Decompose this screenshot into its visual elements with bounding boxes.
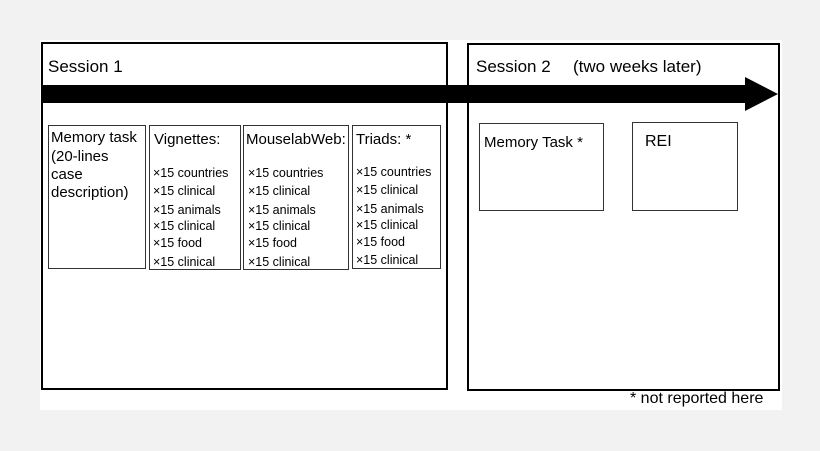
triads-item: ×15 animals	[356, 202, 424, 216]
footnote: * not reported here	[630, 390, 764, 407]
vignettes-item: ×15 clinical	[153, 255, 216, 269]
session-1-title: Session 1	[48, 57, 123, 76]
memory-task-line: description)	[51, 184, 129, 201]
triads-label: Triads: *	[356, 131, 412, 148]
mouselabweb-label: MouselabWeb:	[246, 131, 346, 148]
mouselabweb-item: ×15 clinical	[248, 219, 311, 233]
mouselabweb-item: ×15 countries	[248, 166, 324, 180]
vignettes-label: Vignettes:	[154, 131, 221, 148]
vignettes-item: ×15 clinical	[153, 184, 216, 198]
triads-item: ×15 countries	[356, 165, 432, 179]
triads-item: ×15 food	[356, 235, 406, 249]
vignettes-item: ×15 animals	[153, 203, 221, 217]
mouselabweb-item: ×15 food	[248, 236, 298, 250]
memory-task-line: Memory task	[51, 129, 137, 146]
timeline-arrow-head-icon	[745, 77, 778, 111]
memory-task-line: (20-lines	[51, 148, 109, 165]
vignettes-item: ×15 clinical	[153, 219, 216, 233]
memory-task-2-label: Memory Task *	[484, 134, 583, 151]
vignettes-item: ×15 countries	[153, 166, 229, 180]
triads-item: ×15 clinical	[356, 183, 419, 197]
vignettes-item: ×15 food	[153, 236, 203, 250]
timeline-arrow-shaft	[42, 85, 748, 103]
triads-item: ×15 clinical	[356, 218, 419, 232]
mouselabweb-item: ×15 animals	[248, 203, 316, 217]
rei-label: REI	[645, 133, 672, 150]
session-2-subtitle: (two weeks later)	[573, 57, 702, 76]
mouselabweb-item: ×15 clinical	[248, 184, 311, 198]
triads-item: ×15 clinical	[356, 253, 419, 267]
memory-task-line: case	[51, 166, 83, 183]
session-2-title: Session 2	[476, 57, 551, 76]
mouselabweb-item: ×15 clinical	[248, 255, 311, 269]
